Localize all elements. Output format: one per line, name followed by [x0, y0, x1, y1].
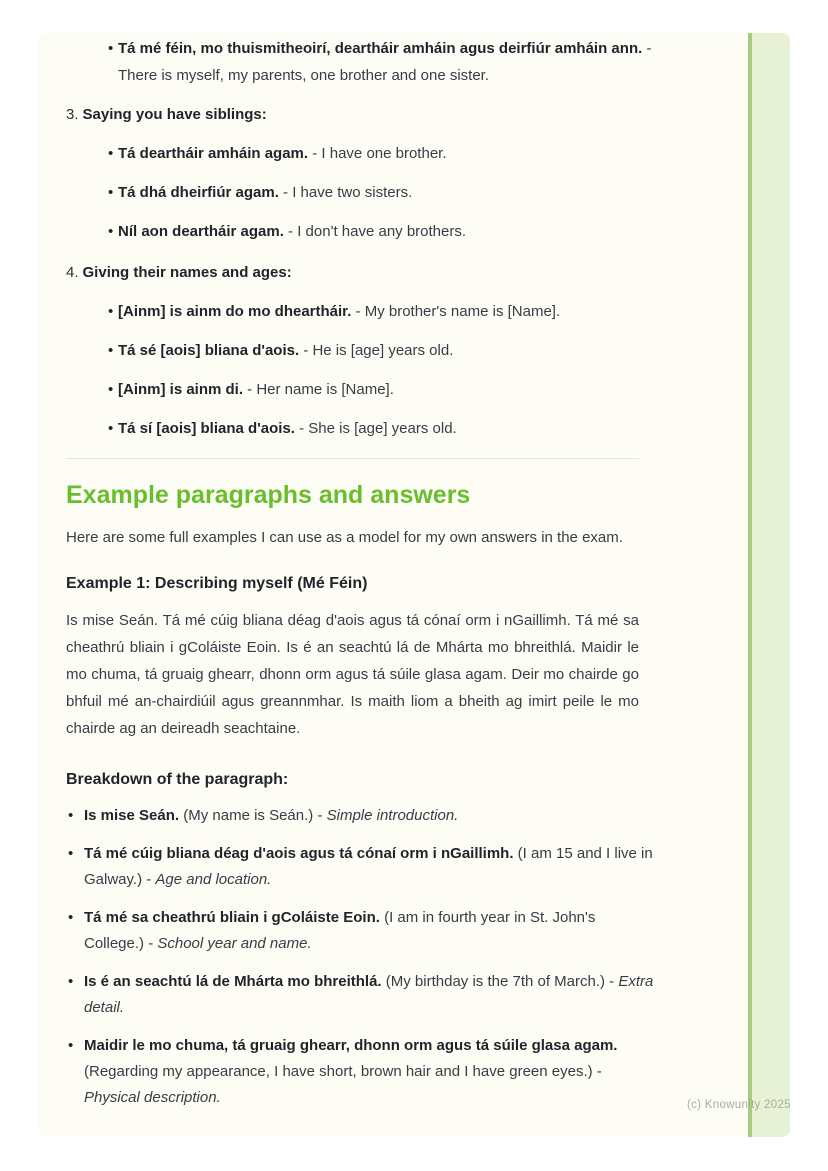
list-item — [66, 803, 657, 829]
irish-phrase: Maidir le mo chuma, tá gruaig ghearr, dhonn orm agus tá súile glasa agam. — [84, 1037, 618, 1054]
numbered-heading-3 — [66, 101, 639, 128]
breakdown-list — [66, 803, 654, 1111]
translation-text: - I don't have any brothers. — [283, 223, 467, 240]
annotation-text: Simple introduction. — [326, 807, 459, 824]
translation-text: (My name is Seán.) - — [179, 807, 327, 824]
irish-phrase: [Ainm] is ainm di. — [118, 381, 244, 398]
irish-phrase: Tá sé [aois] bliana d'aois. — [118, 342, 300, 359]
irish-phrase: Tá dhá dheirfiúr agam. — [118, 184, 279, 201]
list-item — [66, 1033, 657, 1111]
translation-text: - Her name is [Name]. — [243, 381, 394, 398]
irish-phrase: Is é an seachtú lá de Mhárta mo bhreithlá. — [84, 973, 382, 990]
example-1-title: Example 1: Describing myself (Mé Féin) — [66, 575, 368, 592]
irish-phrase: Is mise Seán. — [84, 807, 180, 824]
annotation-text: Extra detail. — [84, 973, 654, 1016]
list-item — [66, 905, 657, 957]
list-item — [66, 35, 691, 89]
green-accent-strip — [748, 33, 790, 1137]
translation-text: - He is [age] years old. — [299, 342, 454, 359]
list-item — [66, 376, 691, 403]
section-title: Example paragraphs and answers — [66, 481, 471, 509]
irish-phrase: [Ainm] is ainm do mo dheartháir. — [118, 303, 352, 320]
irish-phrase: Níl aon deartháir agam. — [118, 223, 284, 240]
translation-text: - There is myself, my parents, one brother and one sister. — [118, 40, 652, 84]
list-item — [66, 337, 691, 364]
irish-phrase: Tá mé sa cheathrú bliain i gColáiste Eoin. — [84, 909, 380, 926]
irish-phrase: Tá mé cúig bliana déag d'aois agus tá cónaí orm i nGaillimh. — [84, 845, 514, 862]
translation-text: - I have one brother. — [308, 145, 447, 162]
translation-text: - I have two sisters. — [278, 184, 413, 201]
intro-list — [66, 35, 652, 89]
heading-label: Giving their names and ages: — [82, 264, 292, 281]
item-number: 3. — [66, 106, 79, 123]
annotation-text: Age and location. — [155, 871, 272, 888]
breakdown-title: Breakdown of the paragraph: — [66, 771, 289, 788]
section-intro-paragraph: Here are some full examples I can use as a model for my own answers in the exam. — [66, 529, 623, 546]
list-item — [66, 140, 691, 167]
translation-text: (I am 15 and I live in Galway.) - — [84, 845, 653, 888]
translation-text: (I am in fourth year in St. John's College.) - — [84, 909, 596, 952]
irish-phrase: Tá sí [aois] bliana d'aois. — [118, 420, 295, 437]
section-divider — [66, 458, 639, 459]
translation-text: (Regarding my appearance, I have short, brown hair and I have green eyes.) - — [84, 1063, 602, 1080]
list-item — [66, 841, 657, 893]
heading-label: Saying you have siblings: — [82, 106, 267, 123]
translation-text: - She is [age] years old. — [294, 420, 457, 437]
list-item — [66, 969, 657, 1021]
translation-text: (My birthday is the 7th of March.) - — [381, 973, 619, 990]
note-card — [38, 33, 790, 1137]
names-ages-list — [66, 298, 639, 442]
numbered-heading-4 — [66, 259, 639, 286]
siblings-list — [66, 140, 639, 245]
irish-phrase: Tá deartháir amháin agam. — [118, 145, 309, 162]
list-item — [66, 298, 691, 325]
annotation-text: School year and name. — [157, 935, 312, 952]
note-content — [38, 33, 748, 1137]
example-1-paragraph: Is mise Seán. Tá mé cúig bliana déag d'aois agus tá cónaí orm i nGaillimh. Tá mé sa cheathrú bliain i gColáiste Eoin. Is é an seachtú lá de Mhárta mo bhreithlá. Maidir le mo chuma, tá gruaig ghearr, dhonn orm agus tá súile glasa agam. Deir mo chairde go bhfuil mé an-chairdiúil agus greannmhar. Is maith liom a bheith ag imirt peile le mo chairde ag an deireadh seachtaine. — [66, 612, 639, 737]
item-number: 4. — [66, 264, 79, 281]
list-item — [66, 179, 691, 206]
annotation-text: Physical description. — [84, 1089, 221, 1106]
list-item — [66, 415, 691, 442]
translation-text: - My brother's name is [Name]. — [351, 303, 561, 320]
list-item — [66, 218, 691, 245]
irish-phrase: Tá mé féin, mo thuismitheoirí, deartháir amháin agus deirfiúr amháin ann. — [118, 40, 643, 57]
watermark: (c) Knowunity 2025 — [687, 1099, 791, 1111]
